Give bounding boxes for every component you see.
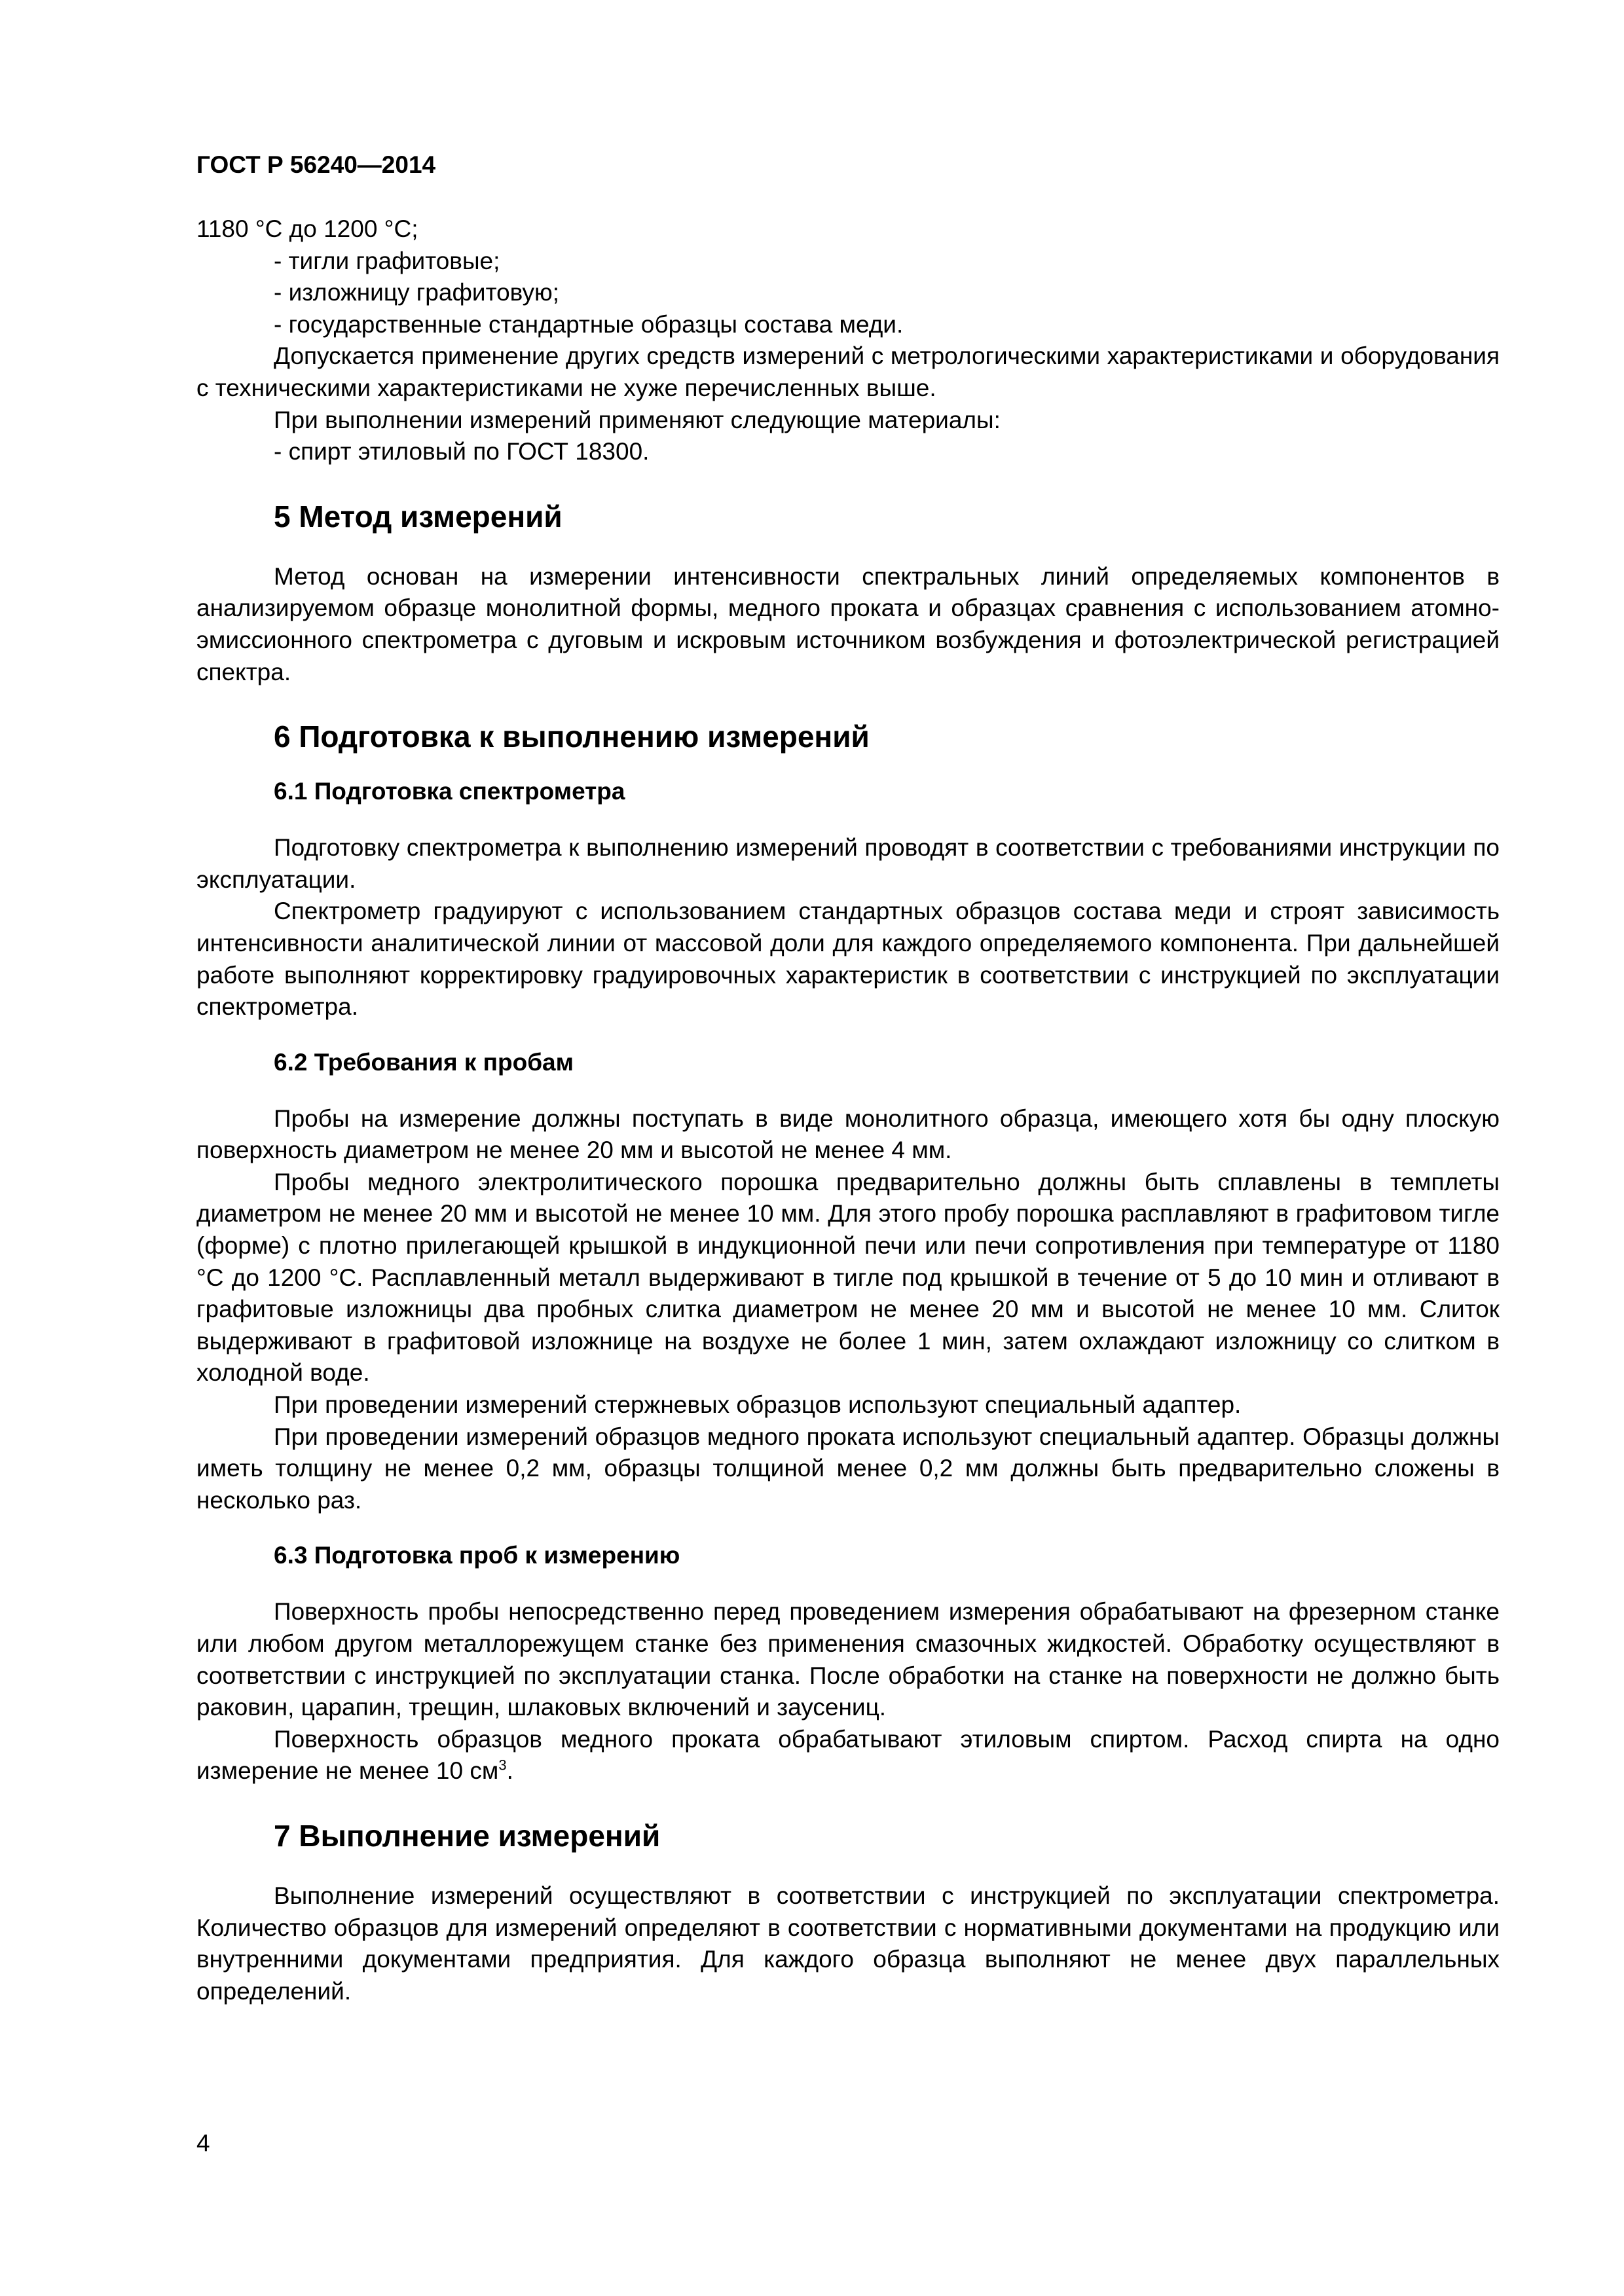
list-item: - спирт этиловый по ГОСТ 18300. — [274, 438, 650, 465]
subsection-title-6-2: 6.2 Требования к пробам — [274, 1048, 574, 1076]
subsection-title-6-3: 6.3 Подготовка проб к измерению — [274, 1542, 680, 1569]
paragraph: При проведении измерений образцов медного проката используют специальный адаптер. Образцы должны иметь толщину не менее 0,2 мм, образцы толщиной менее 0,2 мм должны быть предварительно сложены в несколько раз. — [196, 1423, 1500, 1514]
paragraph: Пробы медного электролитического порошка предварительно должны быть сплавлены в темплеты диаметром не менее 20 мм и высотой не менее 10 мм. Для этого пробу порошка расплавляют в графитовом тигле (форме) с плотно прилегающей крышкой в индукционной печи или печи сопротивления при температуре от 1180 °С до 1200 °С. Расплавленный металл выдерживают в тигле под крышкой в течение от 5 до 10 мин и отливают в графитовые изложницы два пробных слитка диаметром не менее 20 мм и высотой не менее 10 мм. Слиток выдерживают в графитовой изложнице на воздухе не более 1 мин, затем охлаждают изложницу со слитком в холодной воде. — [196, 1168, 1500, 1387]
section-title-5: 5 Метод измерений — [274, 499, 563, 534]
paragraph-materials: При выполнении измерений применяют следующие материалы: — [274, 406, 1001, 433]
document-page — [196, 0, 1500, 2296]
page-number: 4 — [196, 2130, 210, 2157]
paragraph: При проведении измерений стержневых образцов используют специальный адаптер. — [274, 1391, 1242, 1419]
document-header: ГОСТ Р 56240—2014 — [196, 151, 436, 178]
list-item: - тигли графитовые; — [274, 247, 500, 274]
paragraph-end: . — [506, 1757, 513, 1785]
document-body — [196, 213, 1500, 2007]
section-title-6: 6 Подготовка к выполнению измерений — [274, 720, 870, 754]
list-item: - государственные стандартные образцы состава меди. — [274, 310, 904, 338]
superscript: 3 — [498, 1757, 507, 1774]
section-title-7: 7 Выполнение измерений — [274, 1818, 661, 1853]
intro-continuation: 1180 °С до 1200 °С; — [196, 215, 418, 242]
subsection-title-6-1: 6.1 Подготовка спектрометра — [274, 778, 625, 805]
paragraph: Подготовку спектрометра к выполнению измерений проводят в соответствии с требованиями инструкции по эксплуатации. — [196, 834, 1500, 893]
paragraph: Выполнение измерений осуществляют в соответствии с инструкцией по эксплуатации спектрометра. Количество образцов для измерений определяют в соответствии с нормативными документами на продукцию или внутренними документами предприятия. Для каждого образца выполняют не менее двух параллельных определений. — [196, 1882, 1500, 2005]
paragraph-text: Поверхность образцов медного проката обрабатывают этиловым спиртом. Расход спирта на одно измерение не менее 10 см — [196, 1725, 1500, 1785]
paragraph-allowed-equipment: Допускается применение других средств измерений с метрологическими характеристиками и оборудования с техническими характеристиками не хуже перечисленных выше. — [196, 342, 1500, 401]
paragraph: Пробы на измерение должны поступать в виде монолитного образца, имеющего хотя бы одну плоскую поверхность диаметром не менее 20 мм и высотой не менее 4 мм. — [196, 1104, 1500, 1164]
paragraph: Метод основан на измерении интенсивности спектральных линий определяемых компонентов в анализируемом образце монолитной формы, медного проката и образцах сравнения с использованием атомно-эмиссионного спектрометра с дуговым и искровым источником возбуждения и фотоэлектрической регистрацией спектра. — [196, 562, 1500, 685]
paragraph: Поверхность пробы непосредственно перед проведением измерения обрабатывают на фрезерном станке или любом другом металлорежущем станке без применения смазочных жидкостей. Обработку осуществляют в соответствии с инструкцией по эксплуатации станка. После обработки на станке на поверхности не должно быть раковин, царапин, трещин, шлаковых включений и заусениц. — [196, 1598, 1500, 1721]
paragraph-alcohol-consumption — [196, 1724, 1500, 1787]
list-item: - изложницу графитовую; — [274, 279, 560, 306]
paragraph: Спектрометр градуируют с использованием стандартных образцов состава меди и строят зависимость интенсивности аналитической линии от массовой доли для каждого определяемого компонента. При дальнейшей работе выполняют корректировку градуировочных характеристик в соответствии с инструкцией по эксплуатации спектрометра. — [196, 898, 1500, 1021]
